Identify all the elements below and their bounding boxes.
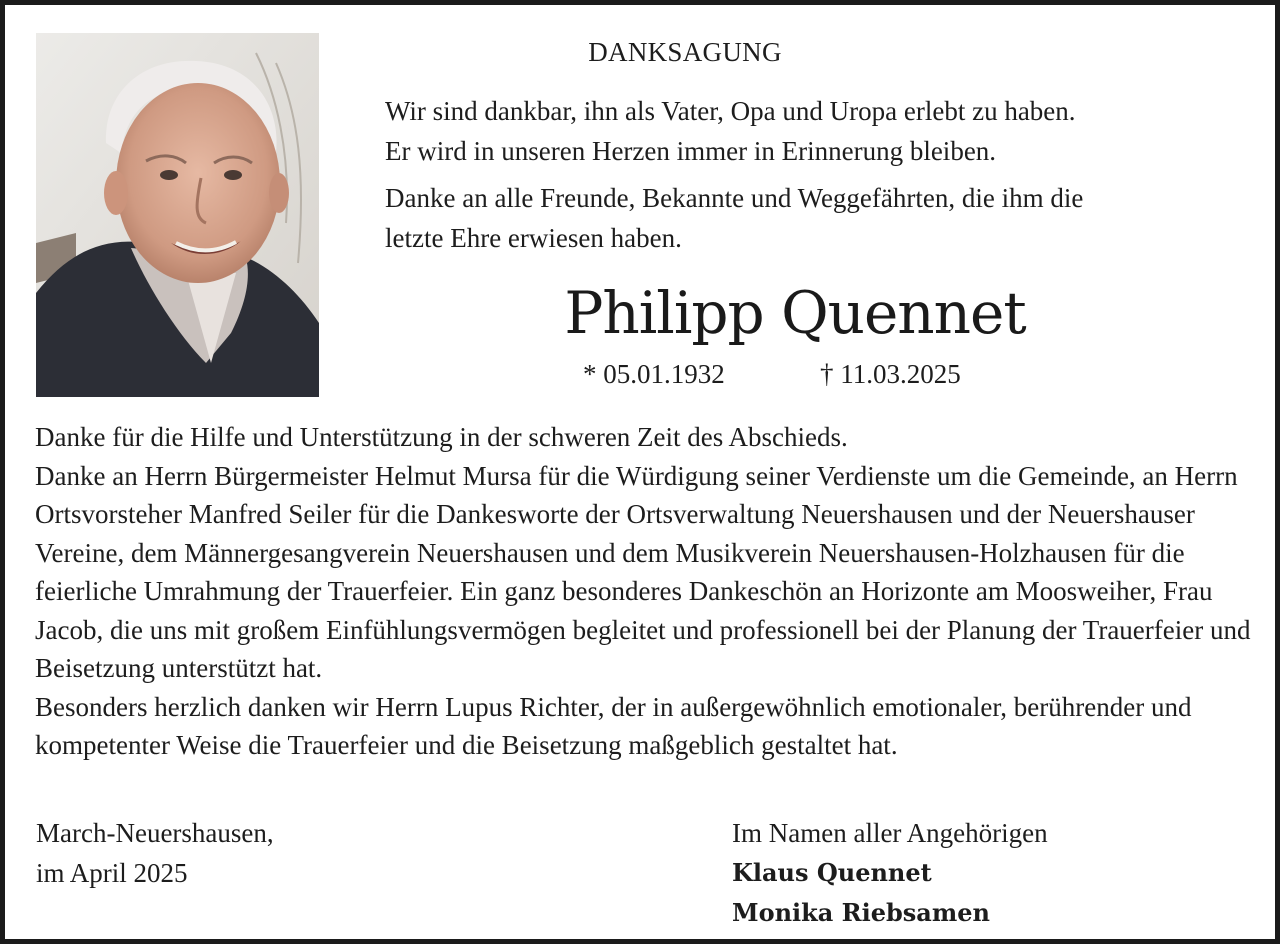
birth-date: * 05.01.1932 [583,359,725,389]
place-and-date [36,813,274,893]
notice-heading: DANKSAGUNG [588,37,782,67]
intro-line: Er wird in unseren Herzen immer in Erinnerung bleiben. [385,136,997,166]
intro-line: letzte Ehre erwiesen haben. [385,223,682,253]
thanks-body [35,418,1260,765]
portrait-photo [36,33,319,397]
portrait-image [36,33,319,397]
signer-name: Monika Riebsamen [732,898,990,927]
thanks-paragraph: Danke für die Hilfe und Unterstützung in der schweren Zeit des Abschieds. [35,422,848,452]
family-signature [732,813,1048,933]
deceased-name: Philipp Quennet [564,279,1026,347]
thanks-paragraph: Besonders herzlich danken wir Herrn Lupus Richter, der in außergewöhnlich emotionaler, berührender und kompetenter Weise die Trauerfeier und die Beisetzung maßgeblich gestaltet hat. [35,691,1192,760]
intro-line: Wir sind dankbar, ihn als Vater, Opa und Uropa erlebt zu haben. [385,96,1076,126]
intro-line: Danke an alle Freunde, Bekannte und Weggefährten, die ihm die [385,183,1084,213]
death-date: † 11.03.2025 [820,359,961,389]
intro-paragraph-1 [385,91,1265,171]
thanks-paragraph: Danke an Herrn Bürgermeister Helmut Mursa für die Würdigung seiner Verdienste um die Gemeinde, an Herrn Ortsvorsteher Manfred Seiler für die Dankesworte der Ortsverwaltung Neuershausen und der Neuershauser Vereine, dem Männergesangverein Neuershausen und dem Musikverein Neuershausen-Holzhausen für die feierliche Umrahmung der Trauerfeier. Ein ganz besonderes Dankeschön an Horizonte am Moosweiher, Frau Jacob, die uns mit großem Einfühlungsvermögen begleitet und professionell bei der Planung der Trauerfeier und Beisetzung unterstützt hat. [35,460,1251,683]
date-line: im April 2025 [36,858,188,888]
intro-paragraph-2 [385,178,1265,258]
family-intro: Im Namen aller Angehörigen [732,818,1048,848]
place-line: March-Neuershausen, [36,818,274,848]
signer-name: Klaus Quennet [732,858,932,887]
